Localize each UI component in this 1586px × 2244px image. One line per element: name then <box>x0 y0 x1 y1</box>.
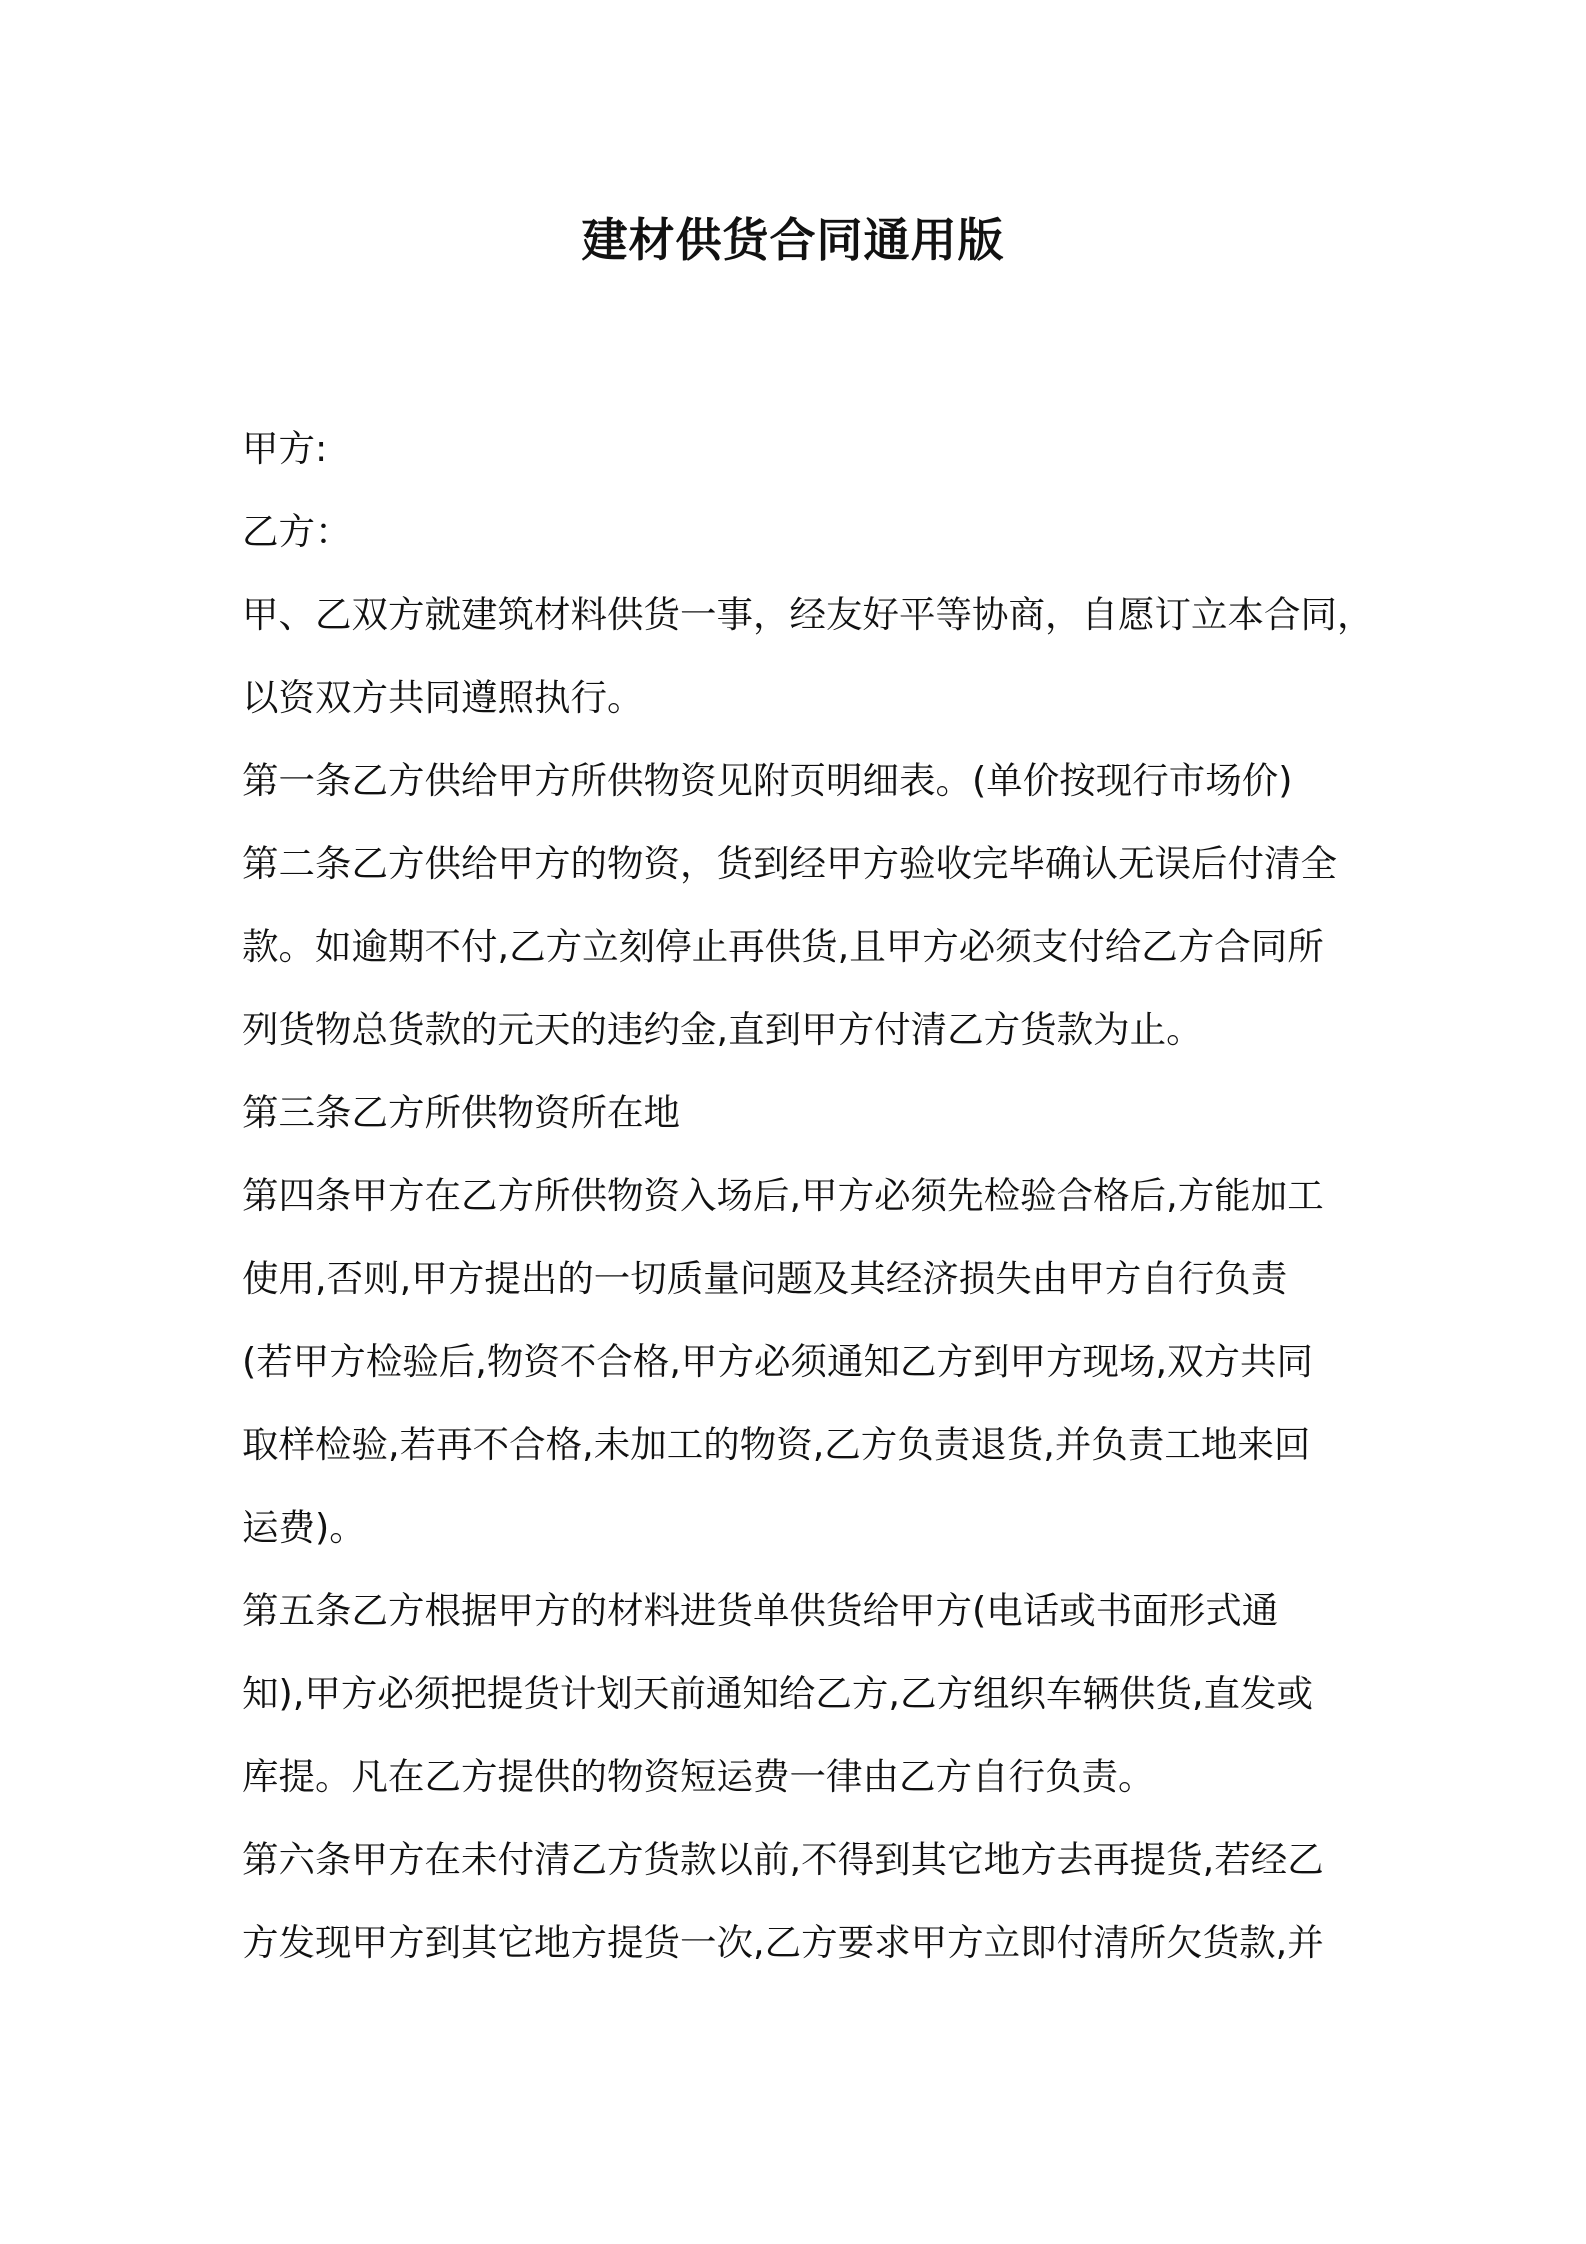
text-line: 使用,否则,甲方提出的一切质量问题及其经济损失由甲方自行负责 <box>242 1257 1288 1300</box>
text-line: 方发现甲方到其它地方提货一次,乙方要求甲方立即付清所欠货款,并 <box>242 1921 1324 1964</box>
party-b-line: 乙方： <box>242 510 352 553</box>
text-line: 第一条乙方供给甲方所供物资见附页明细表。(单价按现行市场价) <box>242 759 1293 802</box>
text-line: 甲、乙双方就建筑材料供货一事，经友好平等协商，自愿订立本合同， <box>242 593 1374 636</box>
text-line: 第三条乙方所供物资所在地 <box>242 1091 680 1134</box>
text-line: 库提。凡在乙方提供的物资短运费一律由乙方自行负责。 <box>242 1755 1155 1798</box>
text-line: 取样检验,若再不合格,未加工的物资,乙方负责退货,并负责工地来回 <box>242 1423 1311 1466</box>
text-line: 第六条甲方在未付清乙方货款以前,不得到其它地方去再提货,若经乙 <box>242 1838 1324 1881</box>
party-a-line: 甲方: <box>242 427 328 470</box>
text-line: (若甲方检验后,物资不合格,甲方必须通知乙方到甲方现场,双方共同 <box>242 1340 1314 1383</box>
text-line: 第四条甲方在乙方所供物资入场后,甲方必须先检验合格后,方能加工 <box>242 1174 1324 1217</box>
text-line: 第五条乙方根据甲方的材料进货单供货给甲方(电话或书面形式通 <box>242 1589 1279 1632</box>
text-line: 第二条乙方供给甲方的物资，货到经甲方验收完毕确认无误后付清全 <box>242 842 1337 885</box>
text-line: 运费)。 <box>242 1506 366 1549</box>
text-line: 款。如逾期不付,乙方立刻停止再供货,且甲方必须支付给乙方合同所 <box>242 925 1324 968</box>
text-line: 以资双方共同遵照执行。 <box>242 676 644 719</box>
document-title: 建材供货合同通用版 <box>581 213 1005 267</box>
text-line: 知),甲方必须把提货计划天前通知给乙方,乙方组织车辆供货,直发或 <box>242 1672 1314 1715</box>
document-body <box>242 407 1374 1984</box>
text-line: 列货物总货款的元天的违约金,直到甲方付清乙方货款为止。 <box>242 1008 1203 1051</box>
